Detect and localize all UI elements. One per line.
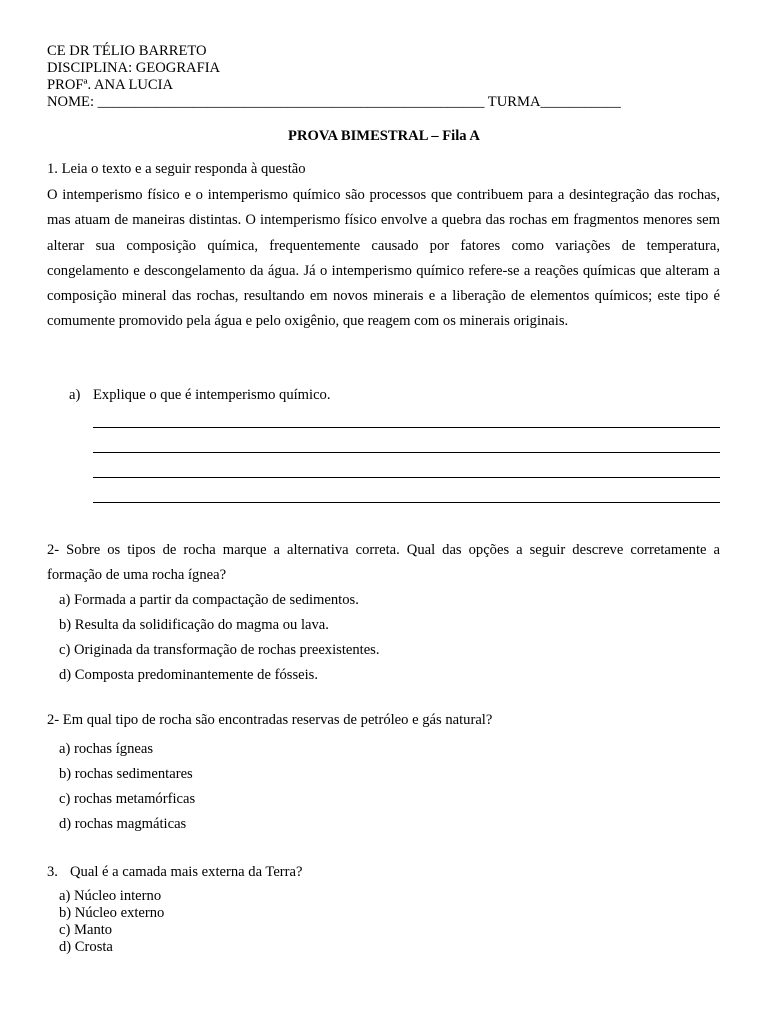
name-class-line: NOME: _____________________________________________________ TURMA___________: [47, 94, 621, 110]
answer-line: [93, 427, 720, 428]
option: d) Composta predominantemente de fósseis.: [59, 667, 318, 683]
option: c) rochas metamórficas: [59, 791, 196, 807]
question-2b-options: [59, 737, 195, 837]
question-2-options: [59, 588, 380, 688]
question-1-text: O intemperismo físico e o intemperismo químico são processos que contribuem para a desintegração das rochas, mas atuam de maneiras distintas. O intemperismo físico envolve a quebra das rochas em fragmentos menores sem alterar sua composição química, frequentemente causado por fatores como variações de temperatura, congelamento e descongelamento da água. Já o intemperismo químico refere-se a reações químicas que alteram a composição mineral das rochas, resultando em novos minerais e a liberação de elementos químicos; este tipo é comumente promovido pela água e pelo oxigênio, que reagem com os minerais originais.: [47, 187, 720, 330]
option: a) Formada a partir da compactação de sedimentos.: [59, 592, 359, 608]
option: d) Crosta: [59, 939, 113, 955]
discipline: DISCIPLINA: GEOGRAFIA: [47, 60, 221, 76]
teacher: PROFª. ANA LUCIA: [47, 77, 174, 93]
option: b) Resulta da solidificação do magma ou lava.: [59, 617, 329, 633]
question-3-options: [59, 888, 164, 956]
question-text: Qual é a camada mais externa da Terra?: [70, 864, 303, 880]
exam-header: [47, 43, 621, 111]
option: c) Originada da transformação de rochas preexistentes.: [59, 642, 380, 658]
question-2b-prompt: 2- Em qual tipo de rocha são encontradas reservas de petróleo e gás natural?: [47, 712, 493, 728]
option: b) rochas sedimentares: [59, 766, 193, 782]
item-label: a): [69, 387, 81, 403]
school-name: CE DR TÉLIO BARRETO: [47, 43, 207, 59]
question-2-prompt: 2- Sobre os tipos de rocha marque a alternativa correta. Qual das opções a seguir descreve corretamente a formação de uma rocha ígnea?: [47, 542, 720, 583]
option: a) rochas ígneas: [59, 741, 154, 757]
answer-line: [93, 502, 720, 503]
question-1-item-a: [69, 387, 331, 404]
option: a) Núcleo interno: [59, 888, 162, 904]
answer-line: [93, 452, 720, 453]
option: c) Manto: [59, 922, 113, 938]
question-3-prompt: [47, 864, 302, 881]
item-text: Explique o que é intemperismo químico.: [93, 387, 331, 403]
option: b) Núcleo externo: [59, 905, 165, 921]
exam-title: PROVA BIMESTRAL – Fila A: [288, 128, 480, 144]
answer-line: [93, 477, 720, 478]
option: d) rochas magmáticas: [59, 816, 187, 832]
question-1-prompt: 1. Leia o texto e a seguir responda à questão: [47, 161, 306, 177]
question-number: 3.: [47, 864, 58, 880]
